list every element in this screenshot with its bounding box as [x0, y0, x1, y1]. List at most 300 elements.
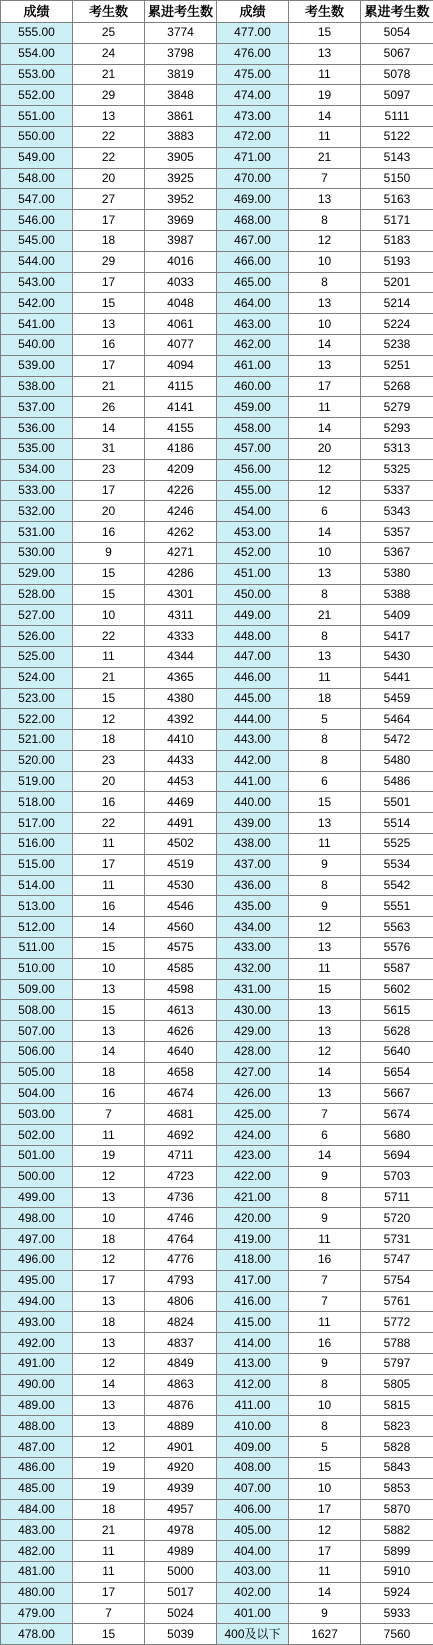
- score-right-cell: 441.00: [217, 771, 289, 792]
- header-row: [1, 1, 433, 23]
- count-right-cell: 1627: [289, 1624, 361, 1645]
- cumulative-right-cell: 5501: [361, 792, 433, 813]
- score-right-cell: 452.00: [217, 542, 289, 563]
- table-row: [1, 1499, 433, 1520]
- score-right-cell: 419.00: [217, 1229, 289, 1250]
- count-right-cell: 8: [289, 584, 361, 605]
- score-right-cell: 416.00: [217, 1291, 289, 1312]
- cumulative-right-cell: 5534: [361, 854, 433, 875]
- count-left-cell: 13: [73, 314, 145, 335]
- table-row: [1, 1125, 433, 1146]
- score-left-cell: 478.00: [1, 1624, 73, 1645]
- count-right-cell: 12: [289, 230, 361, 251]
- count-left-cell: 17: [73, 355, 145, 376]
- count-left-cell: 17: [73, 1270, 145, 1291]
- count-right-cell: 8: [289, 210, 361, 231]
- cumulative-right-cell: 5143: [361, 147, 433, 168]
- score-right-cell: 408.00: [217, 1457, 289, 1478]
- score-right-cell: 461.00: [217, 355, 289, 376]
- cumulative-right-cell: 5747: [361, 1250, 433, 1271]
- score-left-cell: 489.00: [1, 1395, 73, 1416]
- cumulative-left-cell: 4640: [145, 1042, 217, 1063]
- cumulative-left-cell: 4061: [145, 314, 217, 335]
- table-row: [1, 584, 433, 605]
- table-row: [1, 1291, 433, 1312]
- count-left-cell: 21: [73, 64, 145, 85]
- score-left-cell: 490.00: [1, 1374, 73, 1395]
- count-left-cell: 12: [73, 709, 145, 730]
- cumulative-right-cell: 5828: [361, 1437, 433, 1458]
- count-left-cell: 15: [73, 1624, 145, 1645]
- count-right-cell: 6: [289, 501, 361, 522]
- count-right-cell: 10: [289, 314, 361, 335]
- score-left-cell: 555.00: [1, 23, 73, 44]
- cumulative-right-cell: 5067: [361, 43, 433, 64]
- cumulative-right-cell: 5380: [361, 563, 433, 584]
- score-right-cell: 402.00: [217, 1582, 289, 1603]
- score-left-cell: 514.00: [1, 875, 73, 896]
- count-right-cell: 8: [289, 272, 361, 293]
- score-right-cell: 456.00: [217, 459, 289, 480]
- cumulative-left-cell: 4226: [145, 480, 217, 501]
- score-left-cell: 519.00: [1, 771, 73, 792]
- score-right-cell: 442.00: [217, 750, 289, 771]
- count-right-cell: 11: [289, 64, 361, 85]
- table-row: [1, 1478, 433, 1499]
- cumulative-left-cell: 4433: [145, 750, 217, 771]
- count-right-cell: 12: [289, 1520, 361, 1541]
- count-left-cell: 20: [73, 168, 145, 189]
- count-right-cell: 13: [289, 293, 361, 314]
- score-right-cell: 420.00: [217, 1208, 289, 1229]
- table-row: [1, 210, 433, 231]
- table-row: [1, 501, 433, 522]
- score-right-cell: 418.00: [217, 1250, 289, 1271]
- score-left-cell: 493.00: [1, 1312, 73, 1333]
- cumulative-right-cell: 5899: [361, 1541, 433, 1562]
- cumulative-right-cell: 5357: [361, 522, 433, 543]
- score-right-cell: 417.00: [217, 1270, 289, 1291]
- cumulative-left-cell: 4978: [145, 1520, 217, 1541]
- count-left-cell: 29: [73, 251, 145, 272]
- score-right-cell: 446.00: [217, 667, 289, 688]
- cumulative-left-cell: 3819: [145, 64, 217, 85]
- cumulative-right-cell: 5525: [361, 834, 433, 855]
- cumulative-right-cell: 5171: [361, 210, 433, 231]
- cumulative-right-cell: 5193: [361, 251, 433, 272]
- score-right-cell: 439.00: [217, 813, 289, 834]
- count-right-cell: 10: [289, 251, 361, 272]
- score-right-cell: 413.00: [217, 1354, 289, 1375]
- score-left-cell: 528.00: [1, 584, 73, 605]
- table-row: [1, 1187, 433, 1208]
- count-right-cell: 8: [289, 1187, 361, 1208]
- count-left-cell: 23: [73, 750, 145, 771]
- count-left-cell: 17: [73, 854, 145, 875]
- score-right-cell: 477.00: [217, 23, 289, 44]
- count-right-cell: 12: [289, 917, 361, 938]
- table-row: [1, 1062, 433, 1083]
- table-row: [1, 771, 433, 792]
- score-right-cell: 473.00: [217, 106, 289, 127]
- cumulative-left-cell: 4033: [145, 272, 217, 293]
- score-left-cell: 502.00: [1, 1125, 73, 1146]
- score-left-cell: 546.00: [1, 210, 73, 231]
- cumulative-right-cell: 5563: [361, 917, 433, 938]
- score-left-cell: 534.00: [1, 459, 73, 480]
- score-left-cell: 517.00: [1, 813, 73, 834]
- score-right-cell: 457.00: [217, 438, 289, 459]
- score-left-cell: 492.00: [1, 1333, 73, 1354]
- score-right-cell: 467.00: [217, 230, 289, 251]
- count-right-cell: 8: [289, 875, 361, 896]
- cumulative-right-cell: 5924: [361, 1582, 433, 1603]
- cumulative-left-cell: 5017: [145, 1582, 217, 1603]
- cumulative-left-cell: 4626: [145, 1021, 217, 1042]
- count-left-cell: 18: [73, 1312, 145, 1333]
- score-left-cell: 485.00: [1, 1478, 73, 1499]
- count-right-cell: 15: [289, 23, 361, 44]
- cumulative-right-cell: 5337: [361, 480, 433, 501]
- score-left-cell: 527.00: [1, 605, 73, 626]
- score-left-cell: 551.00: [1, 106, 73, 127]
- table-row: [1, 1083, 433, 1104]
- count-right-cell: 8: [289, 730, 361, 751]
- count-left-cell: 23: [73, 459, 145, 480]
- cumulative-left-cell: 4209: [145, 459, 217, 480]
- score-right-cell: 431.00: [217, 979, 289, 1000]
- score-left-cell: 510.00: [1, 958, 73, 979]
- cumulative-left-cell: 4141: [145, 397, 217, 418]
- cumulative-right-cell: 5514: [361, 813, 433, 834]
- cumulative-left-cell: 4957: [145, 1499, 217, 1520]
- count-right-cell: 15: [289, 979, 361, 1000]
- cumulative-right-cell: 5674: [361, 1104, 433, 1125]
- score-left-cell: 482.00: [1, 1541, 73, 1562]
- count-right-cell: 11: [289, 397, 361, 418]
- score-left-cell: 544.00: [1, 251, 73, 272]
- count-left-cell: 14: [73, 1374, 145, 1395]
- cumulative-right-cell: 5805: [361, 1374, 433, 1395]
- table-row: [1, 1374, 433, 1395]
- cumulative-right-cell: 5293: [361, 418, 433, 439]
- cumulative-right-cell: 5720: [361, 1208, 433, 1229]
- cumulative-left-cell: 4711: [145, 1146, 217, 1167]
- score-right-cell: 422.00: [217, 1166, 289, 1187]
- score-right-cell: 412.00: [217, 1374, 289, 1395]
- score-left-cell: 523.00: [1, 688, 73, 709]
- count-left-cell: 18: [73, 1499, 145, 1520]
- cumulative-left-cell: 4094: [145, 355, 217, 376]
- count-right-cell: 8: [289, 1416, 361, 1437]
- score-right-cell: 404.00: [217, 1541, 289, 1562]
- score-left-cell: 542.00: [1, 293, 73, 314]
- score-right-cell: 458.00: [217, 418, 289, 439]
- table-row: [1, 1000, 433, 1021]
- cumulative-right-cell: 5054: [361, 23, 433, 44]
- count-right-cell: 7: [289, 1291, 361, 1312]
- score-left-cell: 521.00: [1, 730, 73, 751]
- score-right-cell: 450.00: [217, 584, 289, 605]
- cumulative-left-cell: 4519: [145, 854, 217, 875]
- count-right-cell: 11: [289, 834, 361, 855]
- score-right-cell: 449.00: [217, 605, 289, 626]
- count-right-cell: 18: [289, 688, 361, 709]
- table-row: [1, 1561, 433, 1582]
- cumulative-right-cell: 5122: [361, 126, 433, 147]
- cumulative-left-cell: 4901: [145, 1437, 217, 1458]
- score-left-cell: 532.00: [1, 501, 73, 522]
- score-left-cell: 496.00: [1, 1250, 73, 1271]
- score-right-cell: 445.00: [217, 688, 289, 709]
- cumulative-left-cell: 4491: [145, 813, 217, 834]
- score-right-cell: 403.00: [217, 1561, 289, 1582]
- cumulative-left-cell: 3905: [145, 147, 217, 168]
- score-right-cell: 463.00: [217, 314, 289, 335]
- count-left-cell: 7: [73, 1104, 145, 1125]
- count-right-cell: 8: [289, 1374, 361, 1395]
- count-left-cell: 17: [73, 1582, 145, 1603]
- score-left-cell: 491.00: [1, 1354, 73, 1375]
- cumulative-right-cell: 5703: [361, 1166, 433, 1187]
- table-row: [1, 251, 433, 272]
- table-row: [1, 813, 433, 834]
- cumulative-left-cell: 4575: [145, 938, 217, 959]
- count-left-cell: 10: [73, 1208, 145, 1229]
- table-row: [1, 854, 433, 875]
- table-row: [1, 334, 433, 355]
- table-row: [1, 1582, 433, 1603]
- table-row: [1, 1021, 433, 1042]
- table-row: [1, 147, 433, 168]
- cumulative-left-cell: 3969: [145, 210, 217, 231]
- cumulative-right-cell: 5711: [361, 1187, 433, 1208]
- table-row: [1, 1624, 433, 1645]
- cumulative-left-cell: 4333: [145, 626, 217, 647]
- score-right-cell: 435.00: [217, 896, 289, 917]
- count-left-cell: 14: [73, 917, 145, 938]
- count-left-cell: 15: [73, 584, 145, 605]
- cumulative-left-cell: 4598: [145, 979, 217, 1000]
- count-right-cell: 8: [289, 626, 361, 647]
- cumulative-right-cell: 5388: [361, 584, 433, 605]
- score-left-cell: 550.00: [1, 126, 73, 147]
- cumulative-left-cell: 4365: [145, 667, 217, 688]
- cumulative-right-cell: 5459: [361, 688, 433, 709]
- table-row: [1, 1250, 433, 1271]
- count-left-cell: 12: [73, 1250, 145, 1271]
- cumulative-right-cell: 5238: [361, 334, 433, 355]
- cumulative-left-cell: 4793: [145, 1270, 217, 1291]
- count-left-cell: 21: [73, 1520, 145, 1541]
- cumulative-left-cell: 4989: [145, 1541, 217, 1562]
- score-right-cell: 406.00: [217, 1499, 289, 1520]
- count-left-cell: 11: [73, 875, 145, 896]
- score-right-cell: 425.00: [217, 1104, 289, 1125]
- count-left-cell: 24: [73, 43, 145, 64]
- table-row: [1, 1520, 433, 1541]
- score-left-cell: 538.00: [1, 376, 73, 397]
- count-right-cell: 10: [289, 542, 361, 563]
- score-left-cell: 500.00: [1, 1166, 73, 1187]
- count-right-cell: 14: [289, 106, 361, 127]
- cumulative-left-cell: 4530: [145, 875, 217, 896]
- cumulative-left-cell: 4849: [145, 1354, 217, 1375]
- table-row: [1, 438, 433, 459]
- table-row: [1, 480, 433, 501]
- score-left-cell: 501.00: [1, 1146, 73, 1167]
- cumulative-left-cell: 4262: [145, 522, 217, 543]
- table-row: [1, 1208, 433, 1229]
- score-left-cell: 539.00: [1, 355, 73, 376]
- score-left-cell: 512.00: [1, 917, 73, 938]
- score-right-cell: 454.00: [217, 501, 289, 522]
- score-right-cell: 455.00: [217, 480, 289, 501]
- table-row: [1, 1146, 433, 1167]
- cumulative-left-cell: 4824: [145, 1312, 217, 1333]
- score-left-cell: 526.00: [1, 626, 73, 647]
- count-right-cell: 17: [289, 1499, 361, 1520]
- table-row: [1, 917, 433, 938]
- table-row: [1, 355, 433, 376]
- score-right-cell: 476.00: [217, 43, 289, 64]
- score-left-cell: 536.00: [1, 418, 73, 439]
- cumulative-right-cell: 5542: [361, 875, 433, 896]
- score-right-cell: 429.00: [217, 1021, 289, 1042]
- score-right-cell: 475.00: [217, 64, 289, 85]
- cumulative-left-cell: 3952: [145, 189, 217, 210]
- count-right-cell: 14: [289, 1062, 361, 1083]
- count-right-cell: 21: [289, 605, 361, 626]
- score-left-cell: 554.00: [1, 43, 73, 64]
- cumulative-left-cell: 4764: [145, 1229, 217, 1250]
- cumulative-right-cell: 5313: [361, 438, 433, 459]
- score-right-cell: 407.00: [217, 1478, 289, 1499]
- count-right-cell: 6: [289, 771, 361, 792]
- score-left-cell: 518.00: [1, 792, 73, 813]
- score-left-cell: 497.00: [1, 1229, 73, 1250]
- count-left-cell: 19: [73, 1478, 145, 1499]
- cumulative-right-cell: 5430: [361, 646, 433, 667]
- table-row: [1, 64, 433, 85]
- cumulative-left-cell: 5039: [145, 1624, 217, 1645]
- count-right-cell: 12: [289, 480, 361, 501]
- cumulative-right-cell: 5667: [361, 1083, 433, 1104]
- count-left-cell: 10: [73, 958, 145, 979]
- score-right-cell: 472.00: [217, 126, 289, 147]
- count-right-cell: 12: [289, 1042, 361, 1063]
- table-row: [1, 1541, 433, 1562]
- score-left-cell: 549.00: [1, 147, 73, 168]
- cumulative-right-cell: 5640: [361, 1042, 433, 1063]
- score-left-cell: 541.00: [1, 314, 73, 335]
- count-right-cell: 13: [289, 189, 361, 210]
- count-left-cell: 13: [73, 1416, 145, 1437]
- cumulative-left-cell: 5024: [145, 1603, 217, 1624]
- cumulative-right-cell: 5150: [361, 168, 433, 189]
- score-right-cell: 459.00: [217, 397, 289, 418]
- cumulative-left-cell: 4048: [145, 293, 217, 314]
- score-right-cell: 438.00: [217, 834, 289, 855]
- cumulative-left-cell: 4723: [145, 1166, 217, 1187]
- table-row: [1, 272, 433, 293]
- cumulative-left-cell: 4736: [145, 1187, 217, 1208]
- score-right-cell: 465.00: [217, 272, 289, 293]
- score-left-cell: 486.00: [1, 1457, 73, 1478]
- count-left-cell: 21: [73, 667, 145, 688]
- cumulative-right-cell: 5654: [361, 1062, 433, 1083]
- count-right-cell: 11: [289, 126, 361, 147]
- cumulative-right-cell: 5870: [361, 1499, 433, 1520]
- score-right-cell: 440.00: [217, 792, 289, 813]
- score-right-cell: 428.00: [217, 1042, 289, 1063]
- count-right-cell: 5: [289, 1437, 361, 1458]
- count-left-cell: 15: [73, 293, 145, 314]
- count-left-cell: 15: [73, 938, 145, 959]
- cumulative-left-cell: 4876: [145, 1395, 217, 1416]
- score-left-cell: 487.00: [1, 1437, 73, 1458]
- score-right-cell: 460.00: [217, 376, 289, 397]
- score-right-cell: 427.00: [217, 1062, 289, 1083]
- count-left-cell: 19: [73, 1457, 145, 1478]
- count-right-cell: 9: [289, 1208, 361, 1229]
- cumulative-right-cell: 5279: [361, 397, 433, 418]
- table-row: [1, 1416, 433, 1437]
- cumulative-right-cell: 5441: [361, 667, 433, 688]
- count-left-cell: 17: [73, 272, 145, 293]
- cumulative-right-cell: 5551: [361, 896, 433, 917]
- count-right-cell: 13: [289, 813, 361, 834]
- score-right-cell: 432.00: [217, 958, 289, 979]
- table-row: [1, 938, 433, 959]
- score-right-cell: 469.00: [217, 189, 289, 210]
- score-left-cell: 495.00: [1, 1270, 73, 1291]
- cumulative-right-cell: 5843: [361, 1457, 433, 1478]
- score-left-cell: 537.00: [1, 397, 73, 418]
- score-left-cell: 508.00: [1, 1000, 73, 1021]
- score-right-cell: 448.00: [217, 626, 289, 647]
- score-left-cell: 479.00: [1, 1603, 73, 1624]
- score-right-cell: 444.00: [217, 709, 289, 730]
- cumulative-left-cell: 3861: [145, 106, 217, 127]
- table-row: [1, 626, 433, 647]
- table-row: [1, 314, 433, 335]
- score-left-cell: 540.00: [1, 334, 73, 355]
- score-right-cell: 451.00: [217, 563, 289, 584]
- score-left-cell: 543.00: [1, 272, 73, 293]
- count-left-cell: 16: [73, 896, 145, 917]
- count-left-cell: 22: [73, 147, 145, 168]
- count-right-cell: 16: [289, 1333, 361, 1354]
- table-row: [1, 293, 433, 314]
- header-score-left: 成绩: [1, 1, 73, 23]
- count-left-cell: 22: [73, 813, 145, 834]
- count-left-cell: 15: [73, 688, 145, 709]
- table-row: [1, 522, 433, 543]
- cumulative-right-cell: 5615: [361, 1000, 433, 1021]
- cumulative-right-cell: 5078: [361, 64, 433, 85]
- cumulative-right-cell: 5628: [361, 1021, 433, 1042]
- count-left-cell: 15: [73, 563, 145, 584]
- count-left-cell: 13: [73, 1021, 145, 1042]
- table-row: [1, 168, 433, 189]
- cumulative-left-cell: 4311: [145, 605, 217, 626]
- count-left-cell: 26: [73, 397, 145, 418]
- count-right-cell: 14: [289, 522, 361, 543]
- cumulative-left-cell: 3883: [145, 126, 217, 147]
- score-left-cell: 522.00: [1, 709, 73, 730]
- score-left-cell: 481.00: [1, 1561, 73, 1582]
